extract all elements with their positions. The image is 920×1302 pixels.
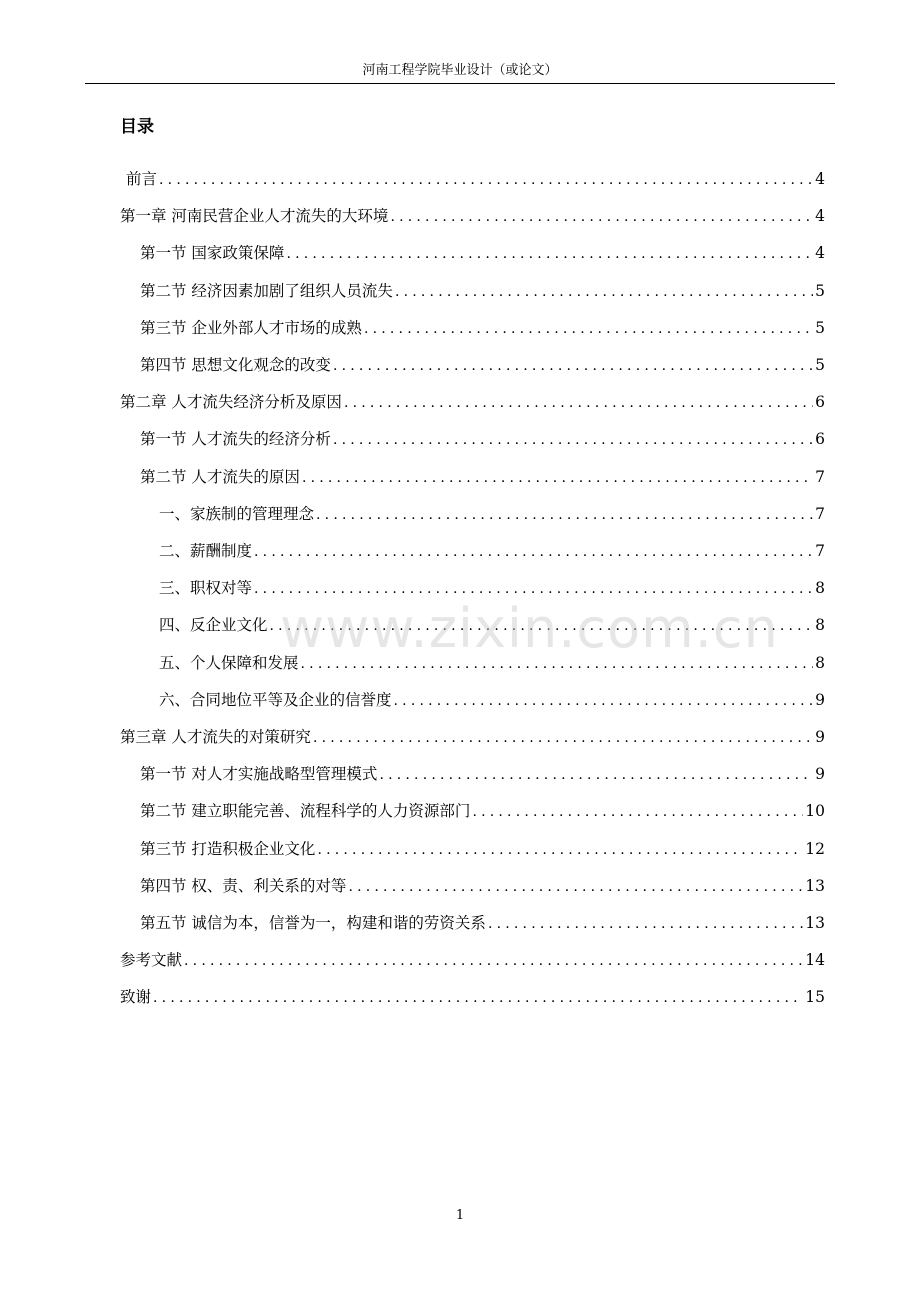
toc-entry[interactable] [140,273,825,309]
toc-entry-label: 第三章 人才流失的对策研究 [120,728,311,746]
toc-entry-page: 4 [815,170,825,188]
toc-entry-page: 8 [815,653,825,672]
toc-dot-leader [302,460,813,496]
toc-dot-leader [344,385,813,421]
toc-entry-page: 7 [815,542,825,560]
toc-entry-page: 5 [815,318,825,337]
toc-entry[interactable] [140,868,825,904]
toc-dot-leader [184,943,803,979]
toc-dot-leader [159,162,813,198]
toc-entry-page: 4 [815,244,825,263]
toc-dot-leader [313,720,813,756]
toc-entry-label: 第一节 人才流失的经济分析 [140,430,331,449]
toc-entry-label: 第一节 对人才实施战略型管理模式 [140,765,378,784]
toc-entry-label: 第四节 权、责、利关系的对等 [140,876,347,895]
toc-entry[interactable] [159,496,825,532]
page-header: 河南工程学院毕业设计（或论文） [85,62,835,84]
toc-title: 目录 [120,117,154,137]
toc-entry-page: 13 [805,876,825,895]
toc-entry-page: 5 [815,356,825,374]
toc-dot-leader [395,274,813,310]
toc-entry-label: 第三节 打造积极企业文化 [140,839,316,858]
toc-entry-label: 第二章 人才流失经济分析及原因 [120,393,342,412]
toc-entry-label: 第三节 企业外部人才市场的成熟 [140,318,362,337]
toc-entry[interactable] [140,793,825,829]
watermark: www.zixin.com.cn [280,597,779,660]
toc-entry-label: 前言 [126,170,158,188]
toc-dot-leader [333,348,813,384]
toc-dot-leader [286,236,813,272]
toc-entry[interactable] [140,421,825,457]
toc-entry-page: 9 [815,690,825,709]
toc-entry-label: 第二节 人才流失的原因 [140,467,300,486]
page-number: 1 [455,1208,465,1223]
toc-entry-label: 一、家族制的管理理念 [159,504,315,523]
toc-entry[interactable] [140,310,825,346]
toc-entry-label: 第二节 建立职能完善、流程科学的人力资源部门 [140,802,471,821]
toc-entry[interactable] [120,719,825,755]
toc-entry-page: 6 [815,393,825,412]
toc-dot-leader [488,906,803,942]
toc-entry[interactable] [120,979,825,1015]
toc-entry[interactable] [126,161,825,197]
toc-entry-label: 参考文献 [120,951,183,970]
toc-entry-page: 13 [805,914,825,932]
toc-entry-page: 5 [815,281,825,300]
toc-entry-page: 9 [815,765,825,784]
toc-entry-page: 12 [805,839,825,858]
toc-dot-leader [153,980,803,1016]
toc-dot-leader [394,683,814,719]
toc-dot-leader [316,497,813,533]
toc-dot-leader [390,199,813,235]
toc-entry-page: 8 [815,579,825,598]
toc-entry-page: 14 [805,951,825,970]
toc-entry[interactable] [120,384,825,420]
toc-dot-leader [472,794,803,830]
toc-entry-label: 第一节 国家政策保障 [140,244,285,263]
toc-dot-leader [348,869,803,905]
toc-dot-leader [254,534,813,570]
toc-entry[interactable] [140,756,825,792]
toc-entry-page: 8 [815,616,825,635]
toc-entry[interactable] [159,533,825,569]
toc-entry[interactable] [120,198,825,234]
toc-entry-page: 10 [805,802,825,821]
toc-entry[interactable] [140,235,825,271]
toc-entry-label: 第四节 思想文化观念的改变 [140,356,331,374]
toc-entry-label: 五、个人保障和发展 [159,653,299,672]
toc-entry-label: 六、合同地位平等及企业的信誉度 [159,690,392,709]
toc-entry-page: 9 [815,728,825,746]
toc-entry-label: 致谢 [120,988,152,1007]
toc-entry-label: 二、薪酬制度 [159,542,253,560]
toc-entry[interactable] [120,942,825,978]
toc-entry-label: 第二节 经济因素加剧了组织人员流失 [140,281,393,300]
toc-dot-leader [333,422,813,458]
toc-dot-leader [317,832,803,868]
toc-entry-label: 四、反企业文化 [159,616,268,635]
toc-entry-page: 6 [815,430,825,449]
toc-entry-page: 7 [815,467,825,486]
toc-entry[interactable] [140,831,825,867]
toc-entry-page: 7 [815,504,825,523]
toc-entry[interactable] [159,682,825,718]
toc-entry-label: 第五节 诚信为本，信誉为一，构建和谐的劳资关系 [140,914,486,932]
toc-entry[interactable] [140,459,825,495]
toc-entry-label: 三、职权对等 [159,579,253,598]
toc-dot-leader [379,757,813,793]
toc-entry[interactable] [140,905,825,941]
toc-entry-page: 15 [805,988,825,1007]
toc-dot-leader [364,311,813,347]
toc-entry[interactable] [140,347,825,383]
toc-entry-label: 第一章 河南民营企业人才流失的大环境 [120,207,389,226]
toc-entry-page: 4 [815,207,825,226]
